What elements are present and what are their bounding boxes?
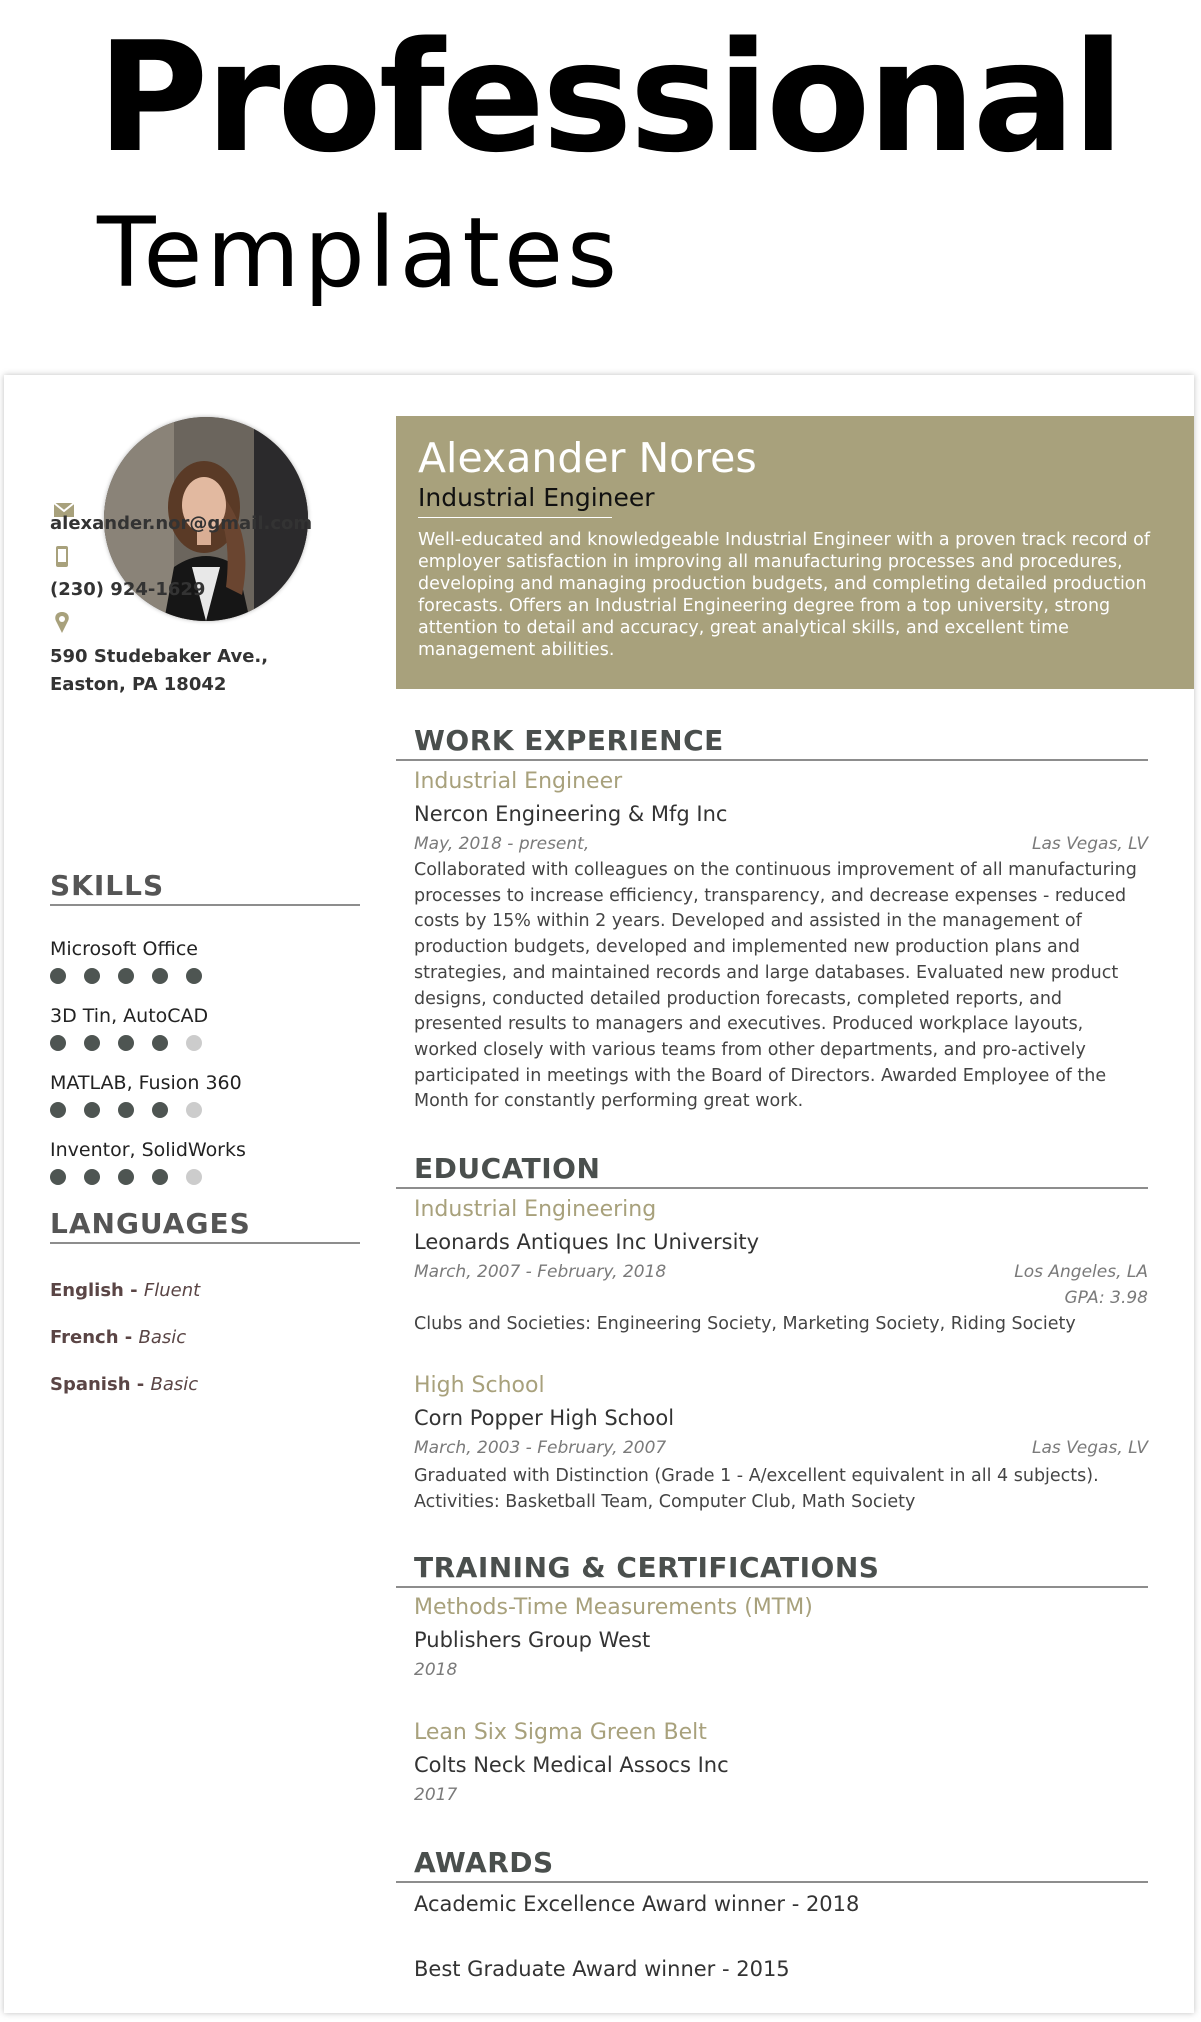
candidate-role: Industrial Engineer [418,483,655,512]
skill-dot-filled [84,968,100,984]
skill-dot-filled [50,968,66,984]
education-date: March, 2007 - February, 2018 [414,1262,667,1282]
language-name: French [50,1327,119,1348]
certification-issuer: Colts Neck Medical Assocs Inc [414,1753,729,1777]
location-pin-icon [52,611,78,635]
awards-heading: AWARDS [414,1846,554,1879]
languages-heading: LANGUAGES [50,1207,251,1240]
skill-dot-filled [50,1035,66,1051]
skill-dot-filled [84,1035,100,1051]
skills-heading: SKILLS [50,869,165,902]
candidate-name: Alexander Nores [418,434,757,482]
skill-level-dots [50,1169,202,1185]
skill-level-dots [50,968,202,984]
language-item [50,1326,186,1350]
certification-title: Lean Six Sigma Green Belt [414,1720,707,1745]
skill-dot-empty [186,1035,202,1051]
skill-dot-filled [118,1102,134,1118]
award-item: Best Graduate Award winner - 2015 [414,1957,790,1981]
education-description: Graduated with Distinction (Grade 1 - A/excellent equivalent in all 4 subjects). Activities: Basketball Team, Computer Club, Math Society [414,1466,1099,1512]
skill-dot-filled [50,1102,66,1118]
header-panel [396,416,1194,689]
phone-icon [52,545,78,569]
promo-subtitle: Templates [97,197,622,309]
skill-dot-filled [118,1035,134,1051]
skill-dot-filled [152,968,168,984]
skill-name: MATLAB, Fusion 360 [50,1072,242,1094]
training-divider [396,1586,1148,1588]
skill-dot-filled [118,968,134,984]
training-heading: TRAINING & CERTIFICATIONS [414,1551,880,1584]
skill-name: 3D Tin, AutoCAD [50,1005,209,1027]
skill-dot-filled [186,968,202,984]
address-line-2: Easton, PA 18042 [50,674,227,695]
job-location: Las Vegas, LV [1032,834,1148,854]
skill-name: Microsoft Office [50,938,198,960]
work-divider [396,759,1148,761]
resume-page [4,375,1194,2013]
skills-divider [50,904,360,906]
language-separator: - [123,1280,144,1301]
language-separator: - [130,1374,151,1395]
summary-text: Well-educated and knowledgeable Industrial Engineer with a proven track record of employer satisfaction in improving all manufacturing processes and procedures, developing and managing production budgets, and completing detailed production forecasts. Offers an Industrial Engineering degree from a top university, strong attention to detail and accuracy, great analytical skills, and excellent time management abilities. [418,530,1151,660]
address-line-1: 590 Studebaker Ave., [50,646,269,667]
skill-dot-empty [186,1102,202,1118]
education-location: Las Vegas, LV [1032,1438,1148,1458]
skill-dot-filled [152,1035,168,1051]
language-level: Fluent [143,1280,201,1301]
work-experience-heading: WORK EXPERIENCE [414,724,724,757]
certification-title: Methods-Time Measurements (MTM) [414,1595,813,1620]
skill-dot-filled [152,1102,168,1118]
language-item [50,1373,198,1397]
language-level: Basic [150,1374,199,1395]
job-description: Collaborated with colleagues on the continuous improvement of all manufacturing processes to increase efficiency, transparency, and decrease expenses - reduced costs by 15% within 2 years. Developed and assisted in the management of production budgets, developed and implemented new production plans and strategies, and maintained records and large databases. Evaluated new product designs, conducted detailed production forecasts, completed reports, and presented results to managers and executives. Produced workplace layouts, worked closely with various teams from other departments, and pro-actively participated in meetings with the Board of Directors. Awarded Employee of the Month for constantly performing great work. [414,860,1137,1112]
education-date: March, 2003 - February, 2007 [414,1438,667,1458]
language-name: Spanish [50,1374,131,1395]
award-item: Academic Excellence Award winner - 2018 [414,1892,860,1916]
awards-divider [396,1881,1148,1883]
education-gpa: GPA: 3.98 [1064,1288,1148,1308]
certification-issuer: Publishers Group West [414,1628,651,1652]
phone-number: (230) 924-1629 [50,579,206,600]
education-heading: EDUCATION [414,1152,601,1185]
degree-title: High School [414,1373,545,1398]
degree-title: Industrial Engineering [414,1197,657,1222]
language-separator: - [118,1327,139,1348]
skill-level-dots [50,1035,202,1051]
skill-level-dots [50,1102,202,1118]
skill-dot-filled [84,1102,100,1118]
education-description: Clubs and Societies: Engineering Society, Marketing Society, Riding Society [414,1314,1076,1334]
language-level: Basic [138,1327,187,1348]
skill-dot-empty [186,1169,202,1185]
language-name: English [50,1280,124,1301]
skill-name: Inventor, SolidWorks [50,1139,246,1161]
skill-dot-filled [118,1169,134,1185]
education-location: Los Angeles, LA [1014,1262,1148,1282]
job-company: Nercon Engineering & Mfg Inc [414,802,728,826]
role-underline [418,517,612,518]
certification-year: 2017 [414,1785,458,1805]
skill-dot-filled [84,1169,100,1185]
skill-dot-filled [152,1169,168,1185]
language-item [50,1279,200,1303]
promo-title: Professional [97,9,1122,186]
languages-divider [50,1242,360,1244]
education-divider [396,1187,1148,1189]
job-date: May, 2018 - present, [414,834,590,854]
job-title: Industrial Engineer [414,769,623,794]
certification-year: 2018 [414,1660,458,1680]
school-name: Corn Popper High School [414,1406,675,1430]
school-name: Leonards Antiques Inc University [414,1230,760,1254]
email-address[interactable]: alexander.nor@gmail.com [50,513,313,534]
skill-dot-filled [50,1169,66,1185]
